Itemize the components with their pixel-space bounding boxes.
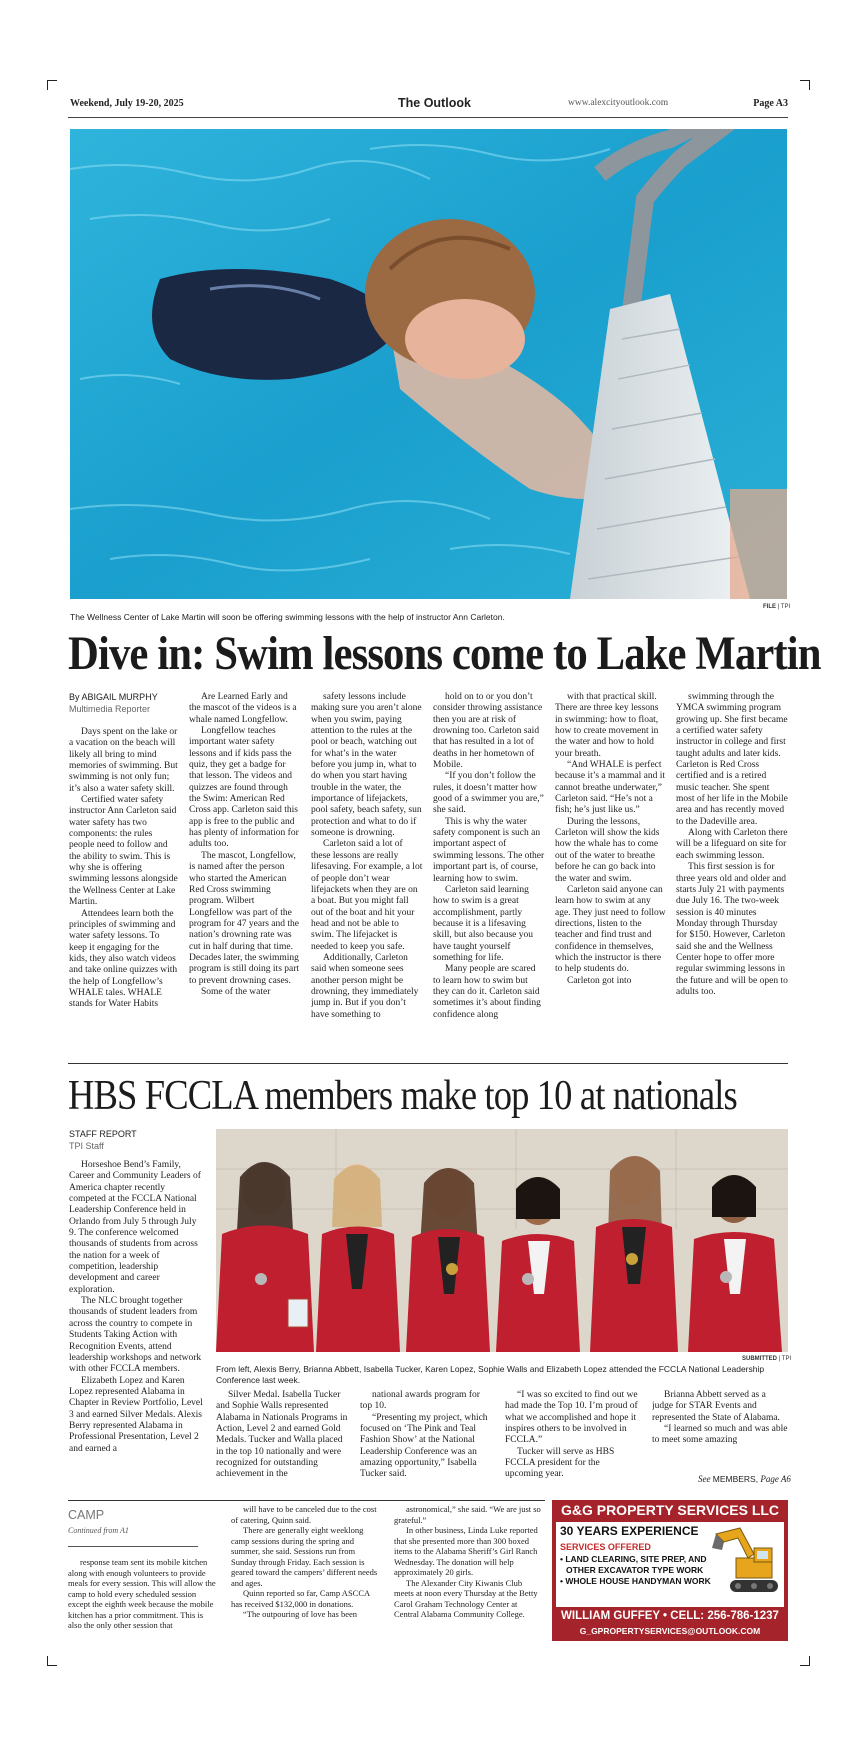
paragraph: “The outpouring of love has been [243, 1609, 358, 1619]
story-column [505, 1390, 639, 1486]
photo-credit-name: FILE [763, 604, 776, 610]
paragraph: “If you don’t follow the rules, it doesn’t matter how good of a swimmer you are,” she said. [433, 771, 544, 816]
page-folio [68, 96, 788, 118]
story-column [652, 1390, 788, 1460]
byline-name: STAFF REPORT [69, 1129, 137, 1139]
jump-line[interactable] [698, 1474, 791, 1484]
ad-services-list [560, 1554, 711, 1587]
crop-mark-bottom-right [800, 1656, 810, 1666]
section-divider [68, 1063, 788, 1064]
paragraph: Days spent on the lake or a vacation on the beach will likely all bring to mind memories of swimming. But swimming is not only fun; it’s also a water safety skill. [69, 727, 178, 794]
photo-caption: From left, Alexis Berry, Brianna Abbett, Isabella Tucker, Karen Lopez, Sophie Walls and Elizabeth Lopez attended the FCCLA National Leadership Conference last week. [216, 1364, 765, 1386]
paragraph: Brianna Abbett served as a judge for STAR Events and represented the State of Alabama. [652, 1390, 780, 1423]
story-column [189, 692, 301, 1053]
excavator-icon [710, 1524, 782, 1604]
photo-credit-org: TPI [780, 604, 791, 610]
paragraph: In other business, Linda Luke reported that she presented more than 300 boxed items to the Alabama Sheriff’s Girl Ranch Wednesday. The donation will help approximately 20 girls. [394, 1525, 538, 1577]
paragraph: Tucker will serve as HBS FCCLA president for the upcoming year. [505, 1446, 615, 1480]
story-headline[interactable]: HBS FCCLA members make top 10 at nationals [68, 1073, 737, 1119]
photo-credit: SUBMITTED | TPI [742, 1356, 792, 1362]
ad-email[interactable]: G_GPROPERTYSERVICES@OUTLOOK.COM [579, 1626, 761, 1636]
paragraph: Attendees learn both the principles of swimming and water safety lessons. To keep it engaging for the kids, they also watch videos and take online quizzes with the help of Longfellow’s WHALE tales. WHALE stands for Water Habits [69, 908, 178, 1010]
paragraph: “And WHALE is perfect because it’s a mammal and it cannot breathe underwater,” Carleton said. “He’s not a fish; he’s just like us.” [555, 760, 666, 816]
paragraph: This is why the water safety component is such an important aspect of swimming lessons. The other important part is, of course, learning how to swim. [433, 816, 545, 884]
story-column [68, 1557, 218, 1649]
ad-service-item: OTHER EXCAVATOR TYPE WORK [566, 1565, 704, 1575]
story-column [555, 692, 667, 1053]
paragraph: Along with Carleton there will be a lifeguard on site for each swimming lesson. [676, 828, 788, 861]
photo-credit-org: TPI [781, 1356, 792, 1362]
paragraph: “I was so excited to find out we had made the Top 10. I’m proud of what we accomplished and hope it inspires others to be involved in FCCLA.” [505, 1390, 638, 1446]
story-column [360, 1390, 494, 1486]
issue-date: Weekend, July 19-20, 2025 [70, 98, 184, 109]
paragraph: hold on to or you don’t consider throwing assistance then you are at risk of drowning too. Carleton said that has resulted in a lot of deaths in her hometown of Mobile. [433, 692, 543, 771]
byline-role: Multimedia Reporter [69, 704, 151, 715]
ad-phone[interactable]: WILLIAM GUFFEY • CELL: 256-786-1237 [561, 1610, 779, 1622]
paragraph: “Presenting my project, which focused on ‘The Pink and Teal Fashion Show’ at the National Leadership Conference was an amazing opportunity,” Isabella Tucker said. [360, 1412, 488, 1480]
ad-service-item: • LAND CLEARING, SITE PREP, AND [560, 1554, 707, 1564]
story-column [216, 1390, 350, 1486]
jump-keyword: MEMBERS, [712, 1474, 759, 1484]
byline-name: By ABIGAIL MURPHY [69, 692, 158, 702]
paragraph: Horseshoe Bend’s Family, Career and Community Leaders of America chapter recently competed at the FCCLA National Leadership Conference held in Orlando from July 5 through July 9. The conference welcomed thousands of students from across the nation for a week of competition, leadership development and career exploration. [69, 1160, 201, 1295]
byline-role: TPI Staff [69, 1141, 104, 1152]
story-byline [69, 1128, 137, 1152]
paragraph: “I learned so much and was able to meet some amazing [652, 1424, 788, 1446]
paragraph: Are Learned Early and the mascot of the videos is a whale named Longfellow. [189, 692, 297, 725]
story-column [394, 1504, 544, 1649]
paragraph: Elizabeth Lopez and Karen Lopez represented Alabama in Chapter in Review Portfolio, Level 3 and earned Silver Medals. Alexis Berry represented Alabama in Professional Presentation, Level 2 and earned a [69, 1375, 203, 1454]
crop-mark-bottom-left [47, 1656, 57, 1666]
story-byline [69, 691, 158, 715]
jump-page: Page A6 [760, 1474, 791, 1484]
property-services-ad[interactable] [552, 1500, 788, 1641]
paragraph: Some of the water [201, 986, 271, 997]
paragraph: Certified water safety instructor Ann Carleton said water safety has two components: the rules people need to follow and the ability to swim. This is why she is offering swimming lessons alongside the Wellness Center at Lake Martin. [69, 795, 178, 908]
paragraph: Silver Medal. Isabella Tucker and Sophie Walls represented Alabama in Nationals Programs in Action, Level 2 and earned Gold Medals. Tucker and Walla placed in the top 10 nationally and were recognized for outstanding achievement in the [216, 1390, 348, 1480]
paragraph: Carleton said anyone can learn how to swim at any age. They just need to follow directions, listen to the teacher and find trust and confidence in themselves, which the instructor is there to help students do. [555, 884, 666, 975]
paragraph: Carleton got into [567, 975, 632, 986]
jump-text: See [698, 1474, 711, 1484]
paragraph: response team sent its mobile kitchen along with enough volunteers to provide meals for every session. This will allow the camp to hold every scheduled session except the eighth week because the mobile kitchen has a prior commitment. This is also the only other session that [68, 1557, 216, 1630]
camp-label-rule [68, 1546, 198, 1547]
paragraph: The mascot, Longfellow, is named after the person who started the American Red Cross swimming program. Wilbert Longfellow was part of the program for 47 years and the nation’s drowning rate was cut in half during that time. Decades later, the swimming program is still doing its part to prevent drowning cases. [189, 850, 300, 986]
photo-caption: The Wellness Center of Lake Martin will soon be offering swimming lessons with the help of instructor Ann Carleton. [70, 612, 505, 622]
paragraph: During the lessons, Carleton will show the kids how the whale has to come out of the water to breathe before he can go back into the water and swim. [555, 816, 660, 884]
paragraph: Longfellow teaches important water safety lessons and if kids pass the quiz, they get a badge for that lesson. The videos and quizzes are found through the Swim: American Red Cross app. Carleton said this app is free to the public and has plenty of information for adults too. [189, 726, 299, 850]
paragraph: Many people are scared to learn how to swim but they can do it. Carleton said sometimes it’s about finding confidence along [433, 964, 541, 1020]
swim-lesson-photo [70, 129, 787, 599]
ad-service-item: • WHOLE HOUSE HANDYMAN WORK [560, 1576, 711, 1586]
story-column [433, 692, 545, 1053]
section-divider [68, 1500, 545, 1501]
fccla-group-photo [216, 1129, 788, 1352]
story-column [69, 1160, 203, 1487]
paragraph: There are generally eight weeklong camp sessions during the spring and summer, she said. Sessions run from Sunday through Friday. Each session is geared toward the campers’ different needs and ages. [231, 1525, 378, 1588]
paragraph: Carleton said a lot of these lessons are really lifesaving. For example, a lot of people don’t wear lifejackets when they are on a boat. But you might fall out of the boat and hit your head and not be able to swim. The lifejacket is needed to keep you safe. [311, 839, 423, 952]
photo-credit-name: SUBMITTED [742, 1356, 777, 1362]
paragraph: swimming through the YMCA swimming program growing up. She first became a certified water safety instructor in college and first taught adults and later kids. Carleton is Red Cross certified and is a retired music teacher. She spent most of her life in the Mobile area and has recently moved to the Dadeville area. [676, 692, 788, 827]
newspaper-name: The Outlook [398, 96, 471, 110]
paragraph: This first session is for three years old and older and starts July 21 with payments due July 16. The two-week session is 40 minutes Monday through Thursday for $150. However, Carleton said she and the Wellness Center hope to offer more regular swimming lessons in the future and will be open to adults too. [676, 862, 788, 997]
paragraph: with that practical skill. There are three key lessons in swimming: how to float, how to create movement in the water and how to hold your breath. [555, 692, 659, 759]
paragraph: Quinn reported so far, Camp ASCCA has received $132,000 in donations. [231, 1588, 370, 1609]
page-number: Page A3 [753, 98, 788, 109]
photo-credit: FILE | TPI [763, 604, 791, 610]
story-column [311, 692, 423, 1053]
paragraph: The NLC brought together thousands of student leaders from across the country to compete in Students Taking Action with Recognition Events, attend leadership workshops and network with other FCCLA members. [69, 1296, 202, 1375]
website-url[interactable]: www.alexcityoutlook.com [568, 98, 669, 108]
paragraph: safety lessons include making sure you aren’t alone when you swim, paying attention to the rules at the pool or beach, watching out for what’s in the water before you jump in, what to do when you start having trouble in the water, the importance of lifejackets, pool safety, beach safety, sun protection and what to do if someone is drowning. [311, 692, 422, 839]
ad-services-title: SERVICES OFFERED [560, 1542, 651, 1552]
story-headline[interactable]: Dive in: Swim lessons come to Lake Martin [68, 627, 821, 680]
paragraph: will have to be canceled due to the cost of catering, Quinn said. [231, 1504, 377, 1525]
ad-experience: 30 YEARS EXPERIENCE [560, 1524, 699, 1538]
camp-jump-label: CAMP [68, 1508, 105, 1522]
paragraph: Carleton said learning how to swim is a great accomplishment, partly because it is a lifesaving skill, but also because you have taught yourself something for life. [433, 884, 533, 963]
ad-body [556, 1522, 784, 1607]
paragraph: The Alexander City Kiwanis Club meets at noon every Thursday at the Betty Carol Graham Technology Center at Central Alabama Community College. [394, 1577, 538, 1619]
paragraph: national awards program for top 10. [360, 1390, 480, 1412]
paragraph: astronomical,” she said. “We are just so grateful.” [394, 1504, 541, 1525]
paragraph: Additionally, Carleton said when someone sees another person might be drowning, they immediately jump in. But if you don’t have something to [311, 952, 419, 1020]
ad-company-name: G&G PROPERTY SERVICES LLC [560, 1502, 780, 1518]
story-column [231, 1504, 381, 1649]
camp-continued-line: Continued from A1 [68, 1526, 129, 1535]
crop-mark-top-right [800, 80, 810, 90]
story-column [69, 727, 179, 1053]
crop-mark-top-left [47, 80, 57, 90]
story-column [676, 692, 788, 1053]
